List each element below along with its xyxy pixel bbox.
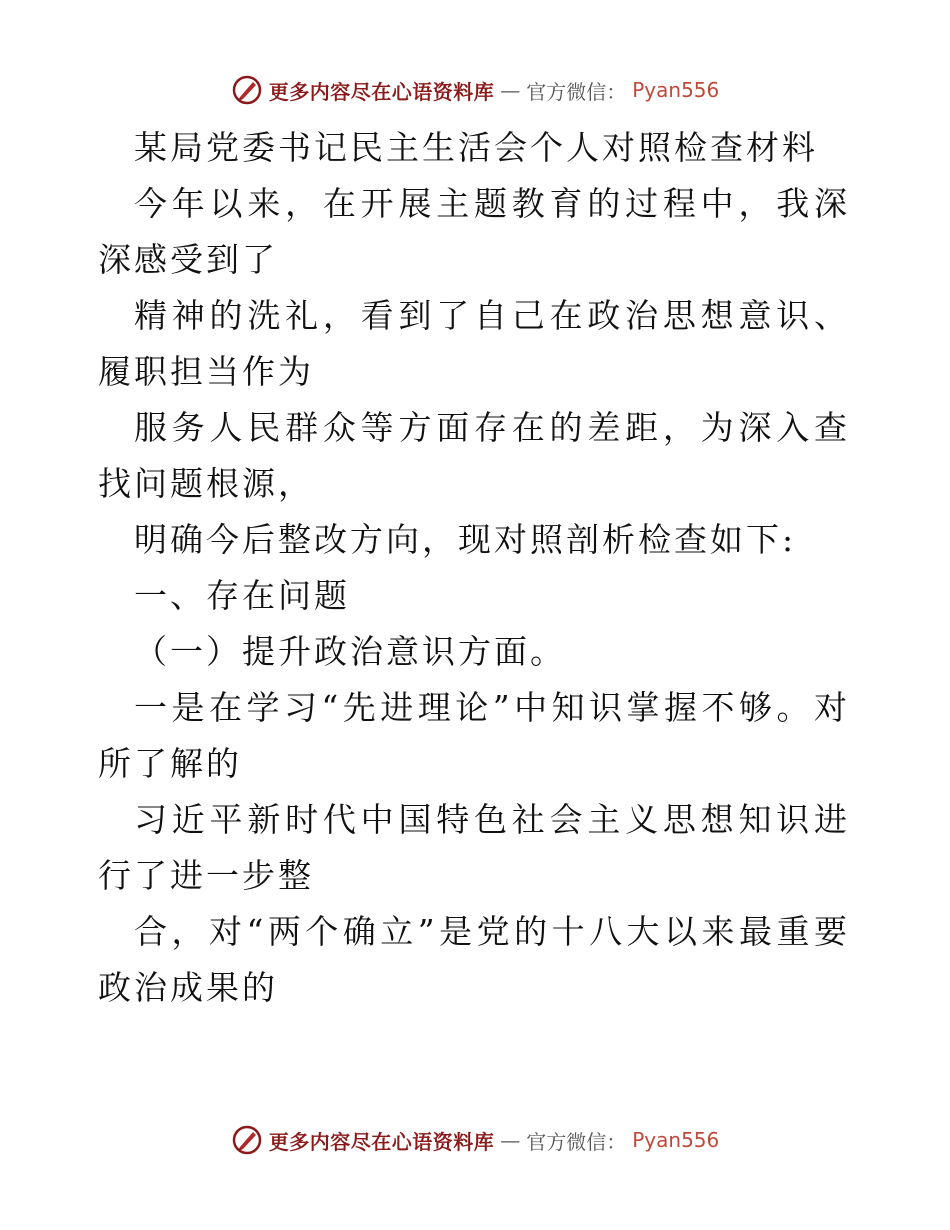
header-watermark-banner — [0, 70, 950, 110]
paragraph: 今年以来，在开展主题教育的过程中，我深深感受到了 — [98, 184, 850, 279]
banner-text: 更多内容尽在心语资料库 — [268, 1129, 495, 1154]
banner-wechat-label: 官方微信： — [526, 79, 627, 104]
paragraph: 合，对“两个确立”是党的十八大以来最重要政治成果的 — [98, 912, 850, 1007]
document-title: 某局党委书记民主生活会个人对照检查材料 — [134, 128, 818, 167]
banner-wechat-id: Pyan556 — [632, 1128, 720, 1152]
banner-separator: — — [500, 1128, 521, 1152]
paragraph: 服务人民群众等方面存在的差距，为深入查找问题根源， — [98, 408, 850, 503]
banner-wechat-id: Pyan556 — [632, 78, 720, 102]
paragraph: 明确今后整改方向，现对照剖析检查如下: — [134, 520, 797, 559]
document-body — [98, 120, 850, 1016]
paragraph: 精神的洗礼，看到了自己在政治思想意识、履职担当作为 — [98, 296, 850, 391]
section-heading: 一、存在问题 — [134, 576, 350, 615]
subsection-heading: （一）提升政治意识方面。 — [134, 632, 566, 671]
banner-text: 更多内容尽在心语资料库 — [268, 79, 495, 104]
banner-wechat-label: 官方微信： — [526, 1129, 627, 1154]
footer-watermark-banner — [0, 1120, 950, 1160]
quill-logo-icon — [231, 74, 263, 106]
paragraph: 习近平新时代中国特色社会主义思想知识进行了进一步整 — [98, 800, 850, 895]
quill-logo-icon — [231, 1124, 263, 1156]
banner-separator: — — [500, 78, 521, 102]
paragraph: 一是在学习“先进理论”中知识掌握不够。对所了解的 — [98, 688, 850, 783]
